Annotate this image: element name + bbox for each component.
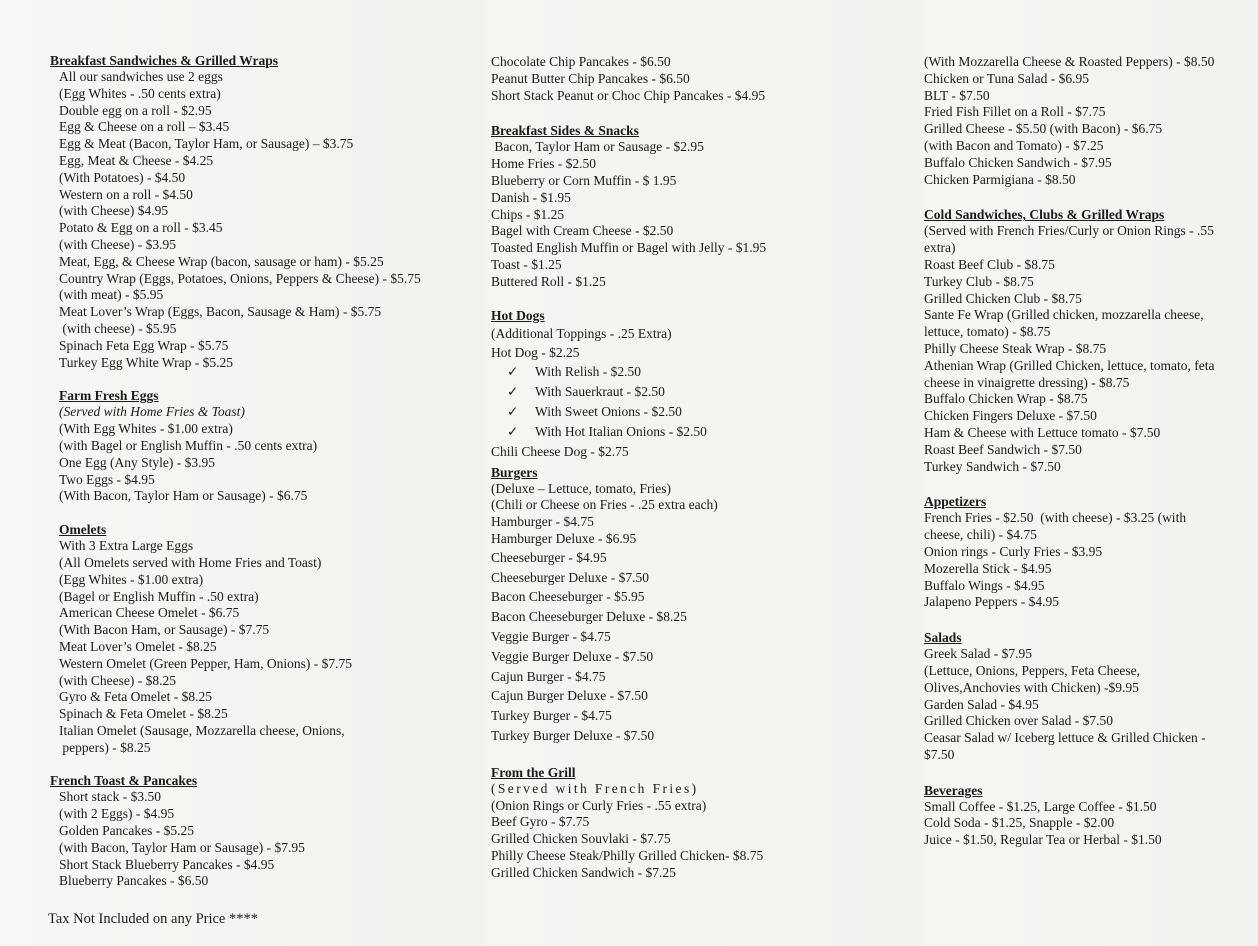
- menu-item: Double egg on a roll - $2.95: [59, 102, 212, 118]
- item-list: [491, 139, 911, 290]
- menu-item: French Fries - $2.50 (with cheese) - $3.25 (with: [924, 510, 1187, 526]
- menu-item: Blueberry or Corn Muffin - $ 1.95: [491, 172, 677, 188]
- topping-label: With Sauerkraut - $2.50: [535, 383, 665, 399]
- menu-item: Western on a roll - $4.50: [59, 186, 193, 202]
- menu-item: (with Bacon, Taylor Ham or Sausage) - $7.95: [59, 839, 305, 855]
- menu-item: Buttered Roll - $1.25: [491, 273, 606, 289]
- menu-item: (All Omelets served with Home Fries and Toast): [59, 554, 322, 570]
- item-list: [924, 223, 1254, 475]
- menu-item: Golden Pancakes - $5.25: [59, 823, 194, 839]
- menu-item: Potato & Egg on a roll - $3.45: [59, 220, 223, 236]
- menu-item: Sante Fe Wrap (Grilled chicken, mozzarella cheese,: [924, 307, 1204, 323]
- menu-item: Turkey Sandwich - $7.50: [924, 458, 1061, 474]
- menu-item: Toasted English Muffin or Bagel with Jelly - $1.95: [491, 240, 767, 256]
- item-list: [491, 798, 911, 882]
- item-list: [491, 481, 911, 548]
- menu-item: Buffalo Chicken Sandwich - $7.95: [924, 154, 1112, 170]
- menu-column-3: [924, 52, 1254, 865]
- section-heading: Beverages: [924, 782, 983, 798]
- section-cold-sandwiches: [924, 206, 1254, 475]
- section-beverages: [924, 782, 1254, 849]
- menu-item: Beef Gyro - $7.75: [491, 814, 590, 830]
- menu-item: Toast - $1.25: [491, 256, 562, 272]
- menu-item: (with Cheese) - $3.95: [59, 236, 176, 252]
- footer-note: Tax Not Included on any Price ****: [48, 911, 258, 927]
- menu-item: Short Stack Peanut or Choc Chip Pancakes - $4.95: [491, 87, 766, 103]
- item-list: [50, 69, 480, 371]
- section-heading: Salads: [924, 630, 962, 646]
- topping-item: [491, 402, 911, 422]
- menu-item: Cheeseburger Deluxe - $7.50: [491, 569, 649, 585]
- menu-column-1: [50, 52, 480, 906]
- section-from-the-grill: [491, 764, 911, 882]
- menu-item: Olives,Anchovies with Chicken) -$9.95: [924, 679, 1139, 695]
- menu-item: Spinach Feta Egg Wrap - $5.75: [59, 337, 229, 353]
- section-note: (Served with Home Fries & Toast): [59, 404, 245, 420]
- menu-item: (Egg Whites - .50 cents extra): [59, 85, 221, 101]
- section-heading: Cold Sandwiches, Clubs & Grilled Wraps: [924, 207, 1165, 223]
- menu-item: $7.50: [924, 746, 955, 762]
- menu-item: Bagel with Cream Cheese - $2.50: [491, 223, 674, 239]
- section-farm-fresh-eggs: [50, 387, 480, 505]
- checkmark-icon: ✓: [507, 383, 519, 399]
- menu-item: Grilled Chicken Sandwich - $7.25: [491, 864, 676, 880]
- menu-item: Hot Dog - $2.25: [491, 344, 580, 360]
- menu-item: Veggie Burger Deluxe - $7.50: [491, 648, 654, 664]
- menu-item: Buffalo Wings - $4.95: [924, 577, 1045, 593]
- menu-item: (With Mozzarella Cheese & Roasted Peppers) - $8.50: [924, 54, 1215, 69]
- menu-item: Turkey Club - $8.75: [924, 273, 1034, 289]
- menu-item: Spinach & Feta Omelet - $8.25: [59, 706, 228, 722]
- item-list: [924, 510, 1254, 611]
- menu-item: Veggie Burger - $4.75: [491, 628, 611, 644]
- section-heading: Hot Dogs: [491, 307, 545, 323]
- menu-item: Hamburger Deluxe - $6.95: [491, 530, 637, 546]
- menu-item: Chili Cheese Dog - $2.75: [491, 443, 629, 459]
- menu-item: Grilled Chicken Club - $8.75: [924, 290, 1082, 306]
- menu-item: (Lettuce, Onions, Peppers, Feta Cheese,: [924, 662, 1140, 678]
- menu-item: Garden Salad - $4.95: [924, 696, 1039, 712]
- menu-item: (With Bacon, Taylor Ham or Sausage) - $6.75: [59, 488, 308, 504]
- section-note: (Served with French Fries): [491, 780, 699, 796]
- menu-item: (Additional Toppings - .25 Extra): [491, 325, 672, 341]
- section-heading: Burgers: [491, 464, 538, 480]
- checkmark-icon: ✓: [507, 423, 519, 439]
- menu-item: Roast Beef Club - $8.75: [924, 256, 1055, 272]
- menu-item: Roast Beef Sandwich - $7.50: [924, 441, 1082, 457]
- section-heading: Omelets: [59, 522, 107, 538]
- item-list: [50, 538, 480, 756]
- checkmark-icon: ✓: [507, 363, 519, 379]
- menu-item: Juice - $1.50, Regular Tea or Herbal - $1.50: [924, 832, 1162, 848]
- menu-item: (with Cheese) $4.95: [59, 203, 169, 219]
- menu-item: Chocolate Chip Pancakes - $6.50: [491, 54, 671, 69]
- menu-item: Fried Fish Fillet on a Roll - $7.75: [924, 104, 1106, 120]
- topping-list: [491, 362, 911, 442]
- menu-item: Philly Cheese Steak Wrap - $8.75: [924, 340, 1107, 356]
- menu-item: With 3 Extra Large Eggs: [59, 538, 194, 554]
- menu-item: Western Omelet (Green Pepper, Ham, Onions) - $7.75: [59, 655, 353, 671]
- menu-item: Onion rings - Curly Fries - $3.95: [924, 543, 1103, 559]
- menu-item: Ceasar Salad w/ Iceberg lettuce & Grilled Chicken -: [924, 730, 1206, 746]
- menu-item: (Bagel or English Muffin - .50 extra): [59, 588, 259, 604]
- menu-item: (Egg Whites - $1.00 extra): [59, 571, 204, 587]
- menu-item: Blueberry Pancakes - $6.50: [59, 873, 209, 889]
- menu-item: (Served with French Fries/Curly or Onion Rings - .55: [924, 223, 1214, 239]
- menu-item: Egg & Meat (Bacon, Taylor Ham, or Sausage) – $3.75: [59, 136, 354, 152]
- menu-item: Home Fries - $2.50: [491, 156, 596, 172]
- item-list: [924, 646, 1254, 764]
- menu-item: Athenian Wrap (Grilled Chicken, lettuce, tomato, feta: [924, 357, 1215, 373]
- section-breakfast-sides: [491, 122, 911, 290]
- section-heading: From the Grill: [491, 764, 576, 780]
- menu-item: Ham & Cheese with Lettuce tomato - $7.50: [924, 424, 1161, 440]
- menu-item: Cheeseburger - $4.95: [491, 549, 607, 565]
- menu-item: (With Bacon Ham, or Sausage) - $7.75: [59, 622, 270, 638]
- menu-item: Egg & Cheese on a roll – $3.45: [59, 119, 230, 135]
- section-heading: Appetizers: [924, 494, 987, 510]
- menu-item: (Chili or Cheese on Fries - .25 extra each): [491, 497, 718, 513]
- pancakes-continued: [491, 54, 911, 104]
- menu-item: Buffalo Chicken Wrap - $8.75: [924, 391, 1088, 407]
- menu-item: BLT - $7.50: [924, 87, 990, 103]
- menu-item: Grilled Chicken over Salad - $7.50: [924, 713, 1113, 729]
- checkmark-icon: ✓: [507, 403, 519, 419]
- menu-item: All our sandwiches use 2 eggs: [59, 69, 223, 84]
- menu-item: Grilled Cheese - $5.50 (with Bacon) - $6.75: [924, 121, 1163, 137]
- menu-item: lettuce, tomato) - $8.75: [924, 324, 1051, 340]
- menu-item: Small Coffee - $1.25, Large Coffee - $1.50: [924, 798, 1157, 814]
- menu-item: (with Bagel or English Muffin - .50 cents extra): [59, 437, 318, 453]
- menu-item: Greek Salad - $7.95: [924, 646, 1032, 662]
- menu-item: Short stack - $3.50: [59, 789, 161, 805]
- menu-item: Chips - $1.25: [491, 206, 565, 222]
- menu-item: (Onion Rings or Curly Fries - .55 extra): [491, 797, 707, 813]
- menu-item: (with 2 Eggs) - $4.95: [59, 806, 175, 822]
- menu-item: (with Cheese) - $8.25: [59, 672, 176, 688]
- menu-item: Bacon Cheeseburger Deluxe - $8.25: [491, 609, 687, 625]
- menu-item: peppers) - $8.25: [59, 739, 151, 755]
- topping-item: [491, 382, 911, 402]
- section-heading: Farm Fresh Eggs: [59, 388, 159, 404]
- menu-item: (With Egg Whites - $1.00 extra): [59, 421, 233, 437]
- menu-item: Peanut Butter Chip Pancakes - $6.50: [491, 70, 690, 86]
- section-french-toast-pancakes: [50, 772, 480, 890]
- menu-item: Meat Lover’s Wrap (Eggs, Bacon, Sausage & Ham) - $5.75: [59, 304, 382, 320]
- menu-item: Mozerella Stick - $4.95: [924, 560, 1052, 576]
- menu-item: Chicken Fingers Deluxe - $7.50: [924, 408, 1097, 424]
- item-list: [924, 799, 1254, 849]
- menu-item: Meat, Egg, & Cheese Wrap (bacon, sausage or ham) - $5.25: [59, 253, 384, 269]
- menu-item: Turkey Burger - $4.75: [491, 708, 612, 724]
- menu-item: American Cheese Omelet - $6.75: [59, 605, 240, 621]
- menu-item: Grilled Chicken Souvlaki - $7.75: [491, 831, 671, 847]
- menu-item: Philly Cheese Steak/Philly Grilled Chicken- $8.75: [491, 847, 764, 863]
- section-heading: Breakfast Sandwiches & Grilled Wraps: [50, 53, 279, 68]
- menu-item: Hamburger - $4.75: [491, 514, 594, 530]
- topping-item: [491, 362, 911, 382]
- menu-item: One Egg (Any Style) - $3.95: [59, 454, 215, 470]
- menu-item: cheese, chili) - $4.75: [924, 527, 1037, 543]
- item-list: [50, 789, 480, 890]
- menu-item: (with cheese) - $5.95: [59, 320, 177, 336]
- menu-item: (with meat) - $5.95: [59, 287, 164, 303]
- menu-item: Jalapeno Peppers - $4.95: [924, 594, 1059, 610]
- menu-item: Meat Lover’s Omelet - $8.25: [59, 638, 217, 654]
- menu-item: Danish - $1.95: [491, 189, 571, 205]
- menu-item: Chicken Parmigiana - $8.50: [924, 171, 1076, 187]
- menu-item: Turkey Egg White Wrap - $5.25: [59, 354, 233, 370]
- menu-item: Turkey Burger Deluxe - $7.50: [491, 727, 655, 743]
- menu-item: Short Stack Blueberry Pancakes - $4.95: [59, 856, 275, 872]
- section-appetizers: [924, 493, 1254, 611]
- menu-item: Country Wrap (Eggs, Potatoes, Onions, Peppers & Cheese) - $5.75: [59, 270, 421, 286]
- section-omelets: [50, 521, 480, 756]
- menu-item: Cold Soda - $1.25, Snapple - $2.00: [924, 815, 1115, 831]
- menu-item: cheese in vinaigrette dressing) - $8.75: [924, 374, 1130, 390]
- menu-item: (with Bacon and Tomato) - $7.25: [924, 137, 1104, 153]
- item-list: [491, 548, 911, 746]
- menu-item: Chicken or Tuna Salad - $6.95: [924, 70, 1089, 86]
- section-breakfast-sandwiches: [50, 52, 480, 371]
- section-burgers: [491, 464, 911, 746]
- topping-label: With Sweet Onions - $2.50: [535, 403, 682, 419]
- section-heading: Breakfast Sides & Snacks: [491, 123, 639, 139]
- menu-item: Two Eggs - $4.95: [59, 471, 155, 487]
- topping-label: With Relish - $2.50: [535, 363, 641, 379]
- menu-item: Italian Omelet (Sausage, Mozzarella cheese, Onions,: [59, 722, 345, 738]
- menu-item: extra): [924, 240, 956, 256]
- menu-item: Egg, Meat & Cheese - $4.25: [59, 152, 214, 168]
- menu-item: (Deluxe – Lettuce, tomato, Fries): [491, 480, 671, 496]
- section-hot-dogs: [491, 307, 911, 462]
- item-list: [59, 421, 480, 505]
- menu-item: Gyro & Feta Omelet - $8.25: [59, 689, 212, 705]
- menu-item: Cajun Burger - $4.75: [491, 668, 606, 684]
- hot-sandwiches-continued: [924, 54, 1254, 188]
- topping-label: With Hot Italian Onions - $2.50: [535, 423, 707, 439]
- menu-item: (With Potatoes) - $4.50: [59, 169, 186, 185]
- section-heading: French Toast & Pancakes: [50, 773, 198, 789]
- menu-column-2: [491, 52, 911, 898]
- section-salads: [924, 629, 1254, 764]
- menu-item: Bacon Cheeseburger - $5.95: [491, 589, 645, 605]
- menu-item: Bacon, Taylor Ham or Sausage - $2.95: [491, 139, 704, 155]
- menu-item: Cajun Burger Deluxe - $7.50: [491, 688, 648, 704]
- topping-item: [491, 422, 911, 442]
